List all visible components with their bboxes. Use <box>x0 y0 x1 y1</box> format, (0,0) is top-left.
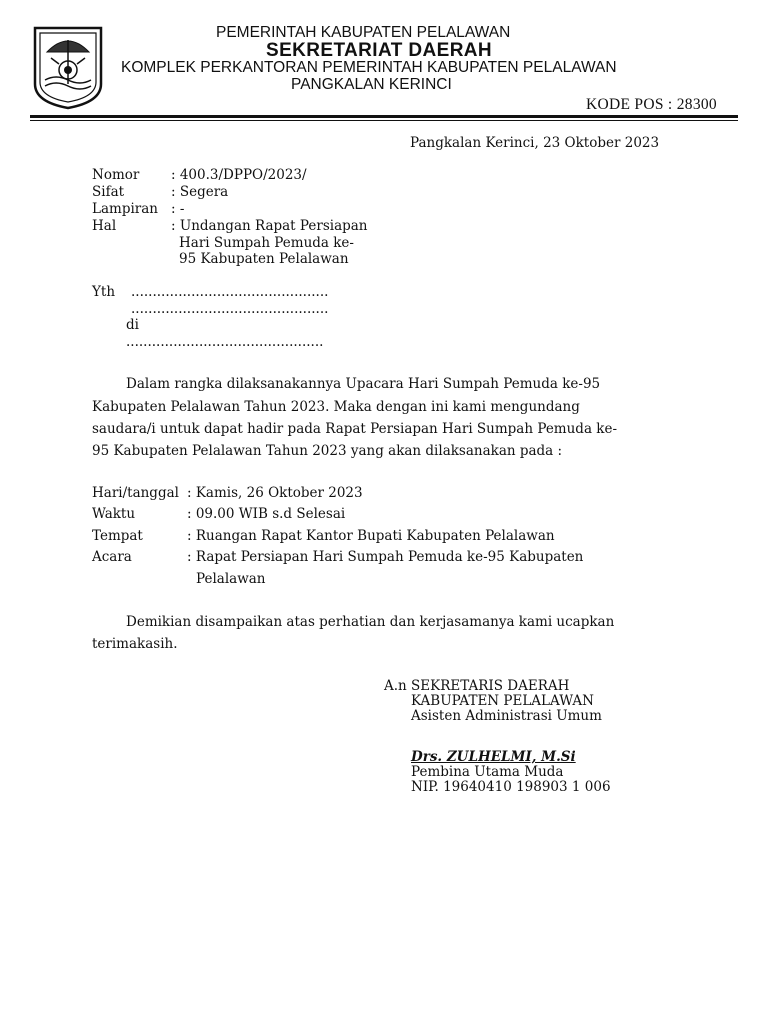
di-label: di <box>126 317 139 333</box>
lampiran-value: : - <box>171 201 185 217</box>
recipient-dots-3: .............................................. <box>126 334 324 350</box>
signature-unit: KABUPATEN PELALAWAN <box>411 693 594 709</box>
yth-label: Yth <box>92 284 116 300</box>
hal-value-line-1: : Undangan Rapat Persiapan <box>171 218 368 234</box>
closing-line-2: terimakasih. <box>92 636 178 652</box>
header-complex: KOMPLEK PERKANTORAN PEMERINTAH KABUPATEN PELALAWAN <box>121 59 617 76</box>
nomor-label: Nomor <box>92 167 140 183</box>
body-line-4: 95 Kabupaten Pelalawan Tahun 2023 yang akan dilaksanakan pada : <box>92 443 563 459</box>
header-secretariat: SEKRETARIAT DAERAH <box>266 40 493 61</box>
pelalawan-emblem-icon <box>31 24 105 110</box>
signatory-name: Drs. ZULHELMI, M.Si <box>411 749 576 765</box>
nomor-value: : 400.3/DPPO/2023/ <box>171 167 307 183</box>
header-city: PANGKALAN KERINCI <box>291 76 452 93</box>
signatory-nip: NIP. 19640410 198903 1 006 <box>411 779 611 795</box>
body-line-1: Dalam rangka dilaksanakannya Upacara Hari Sumpah Pemuda ke-95 <box>126 376 601 392</box>
acara-value-line-2: Pelalawan <box>196 571 266 587</box>
tempat-label: Tempat <box>92 528 143 544</box>
place-date: Pangkalan Kerinci, 23 Oktober 2023 <box>410 135 660 151</box>
lampiran-label: Lampiran <box>92 201 158 217</box>
hari-value: : Kamis, 26 Oktober 2023 <box>187 485 363 501</box>
sifat-value: : Segera <box>171 184 229 200</box>
body-line-3: saudara/i untuk dapat hadir pada Rapat Persiapan Hari Sumpah Pemuda ke- <box>92 421 618 437</box>
hari-label: Hari/tanggal <box>92 485 179 501</box>
header-government: PEMERINTAH KABUPATEN PELALAWAN <box>216 24 511 41</box>
signatory-rank: Pembina Utama Muda <box>411 764 564 780</box>
signature-position: Asisten Administrasi Umum <box>411 708 602 724</box>
hal-value-line-3: 95 Kabupaten Pelalawan <box>179 251 349 267</box>
recipient-dots-2: .............................................. <box>131 301 329 317</box>
closing-line-1: Demikian disampaikan atas perhatian dan kerjasamanya kami ucapkan <box>126 614 615 630</box>
waktu-value: : 09.00 WIB s.d Selesai <box>187 506 346 522</box>
acara-value-line-1: : Rapat Persiapan Hari Sumpah Pemuda ke-95 Kabupaten <box>187 549 584 565</box>
header-postal-code: KODE POS : 28300 <box>586 96 717 113</box>
acara-label: Acara <box>92 549 132 565</box>
waktu-label: Waktu <box>92 506 136 522</box>
letterhead-rule-thick <box>30 115 738 118</box>
recipient-dots-1: .............................................. <box>131 284 329 300</box>
hal-label: Hal <box>92 218 117 234</box>
body-line-2: Kabupaten Pelalawan Tahun 2023. Maka dengan ini kami mengundang <box>92 399 580 415</box>
hal-value-line-2: Hari Sumpah Pemuda ke- <box>179 235 354 251</box>
signature-an: A.n SEKRETARIS DAERAH <box>384 678 570 694</box>
letterhead-rule-thin <box>30 120 738 121</box>
sifat-label: Sifat <box>92 184 125 200</box>
tempat-value: : Ruangan Rapat Kantor Bupati Kabupaten Pelalawan <box>187 528 555 544</box>
